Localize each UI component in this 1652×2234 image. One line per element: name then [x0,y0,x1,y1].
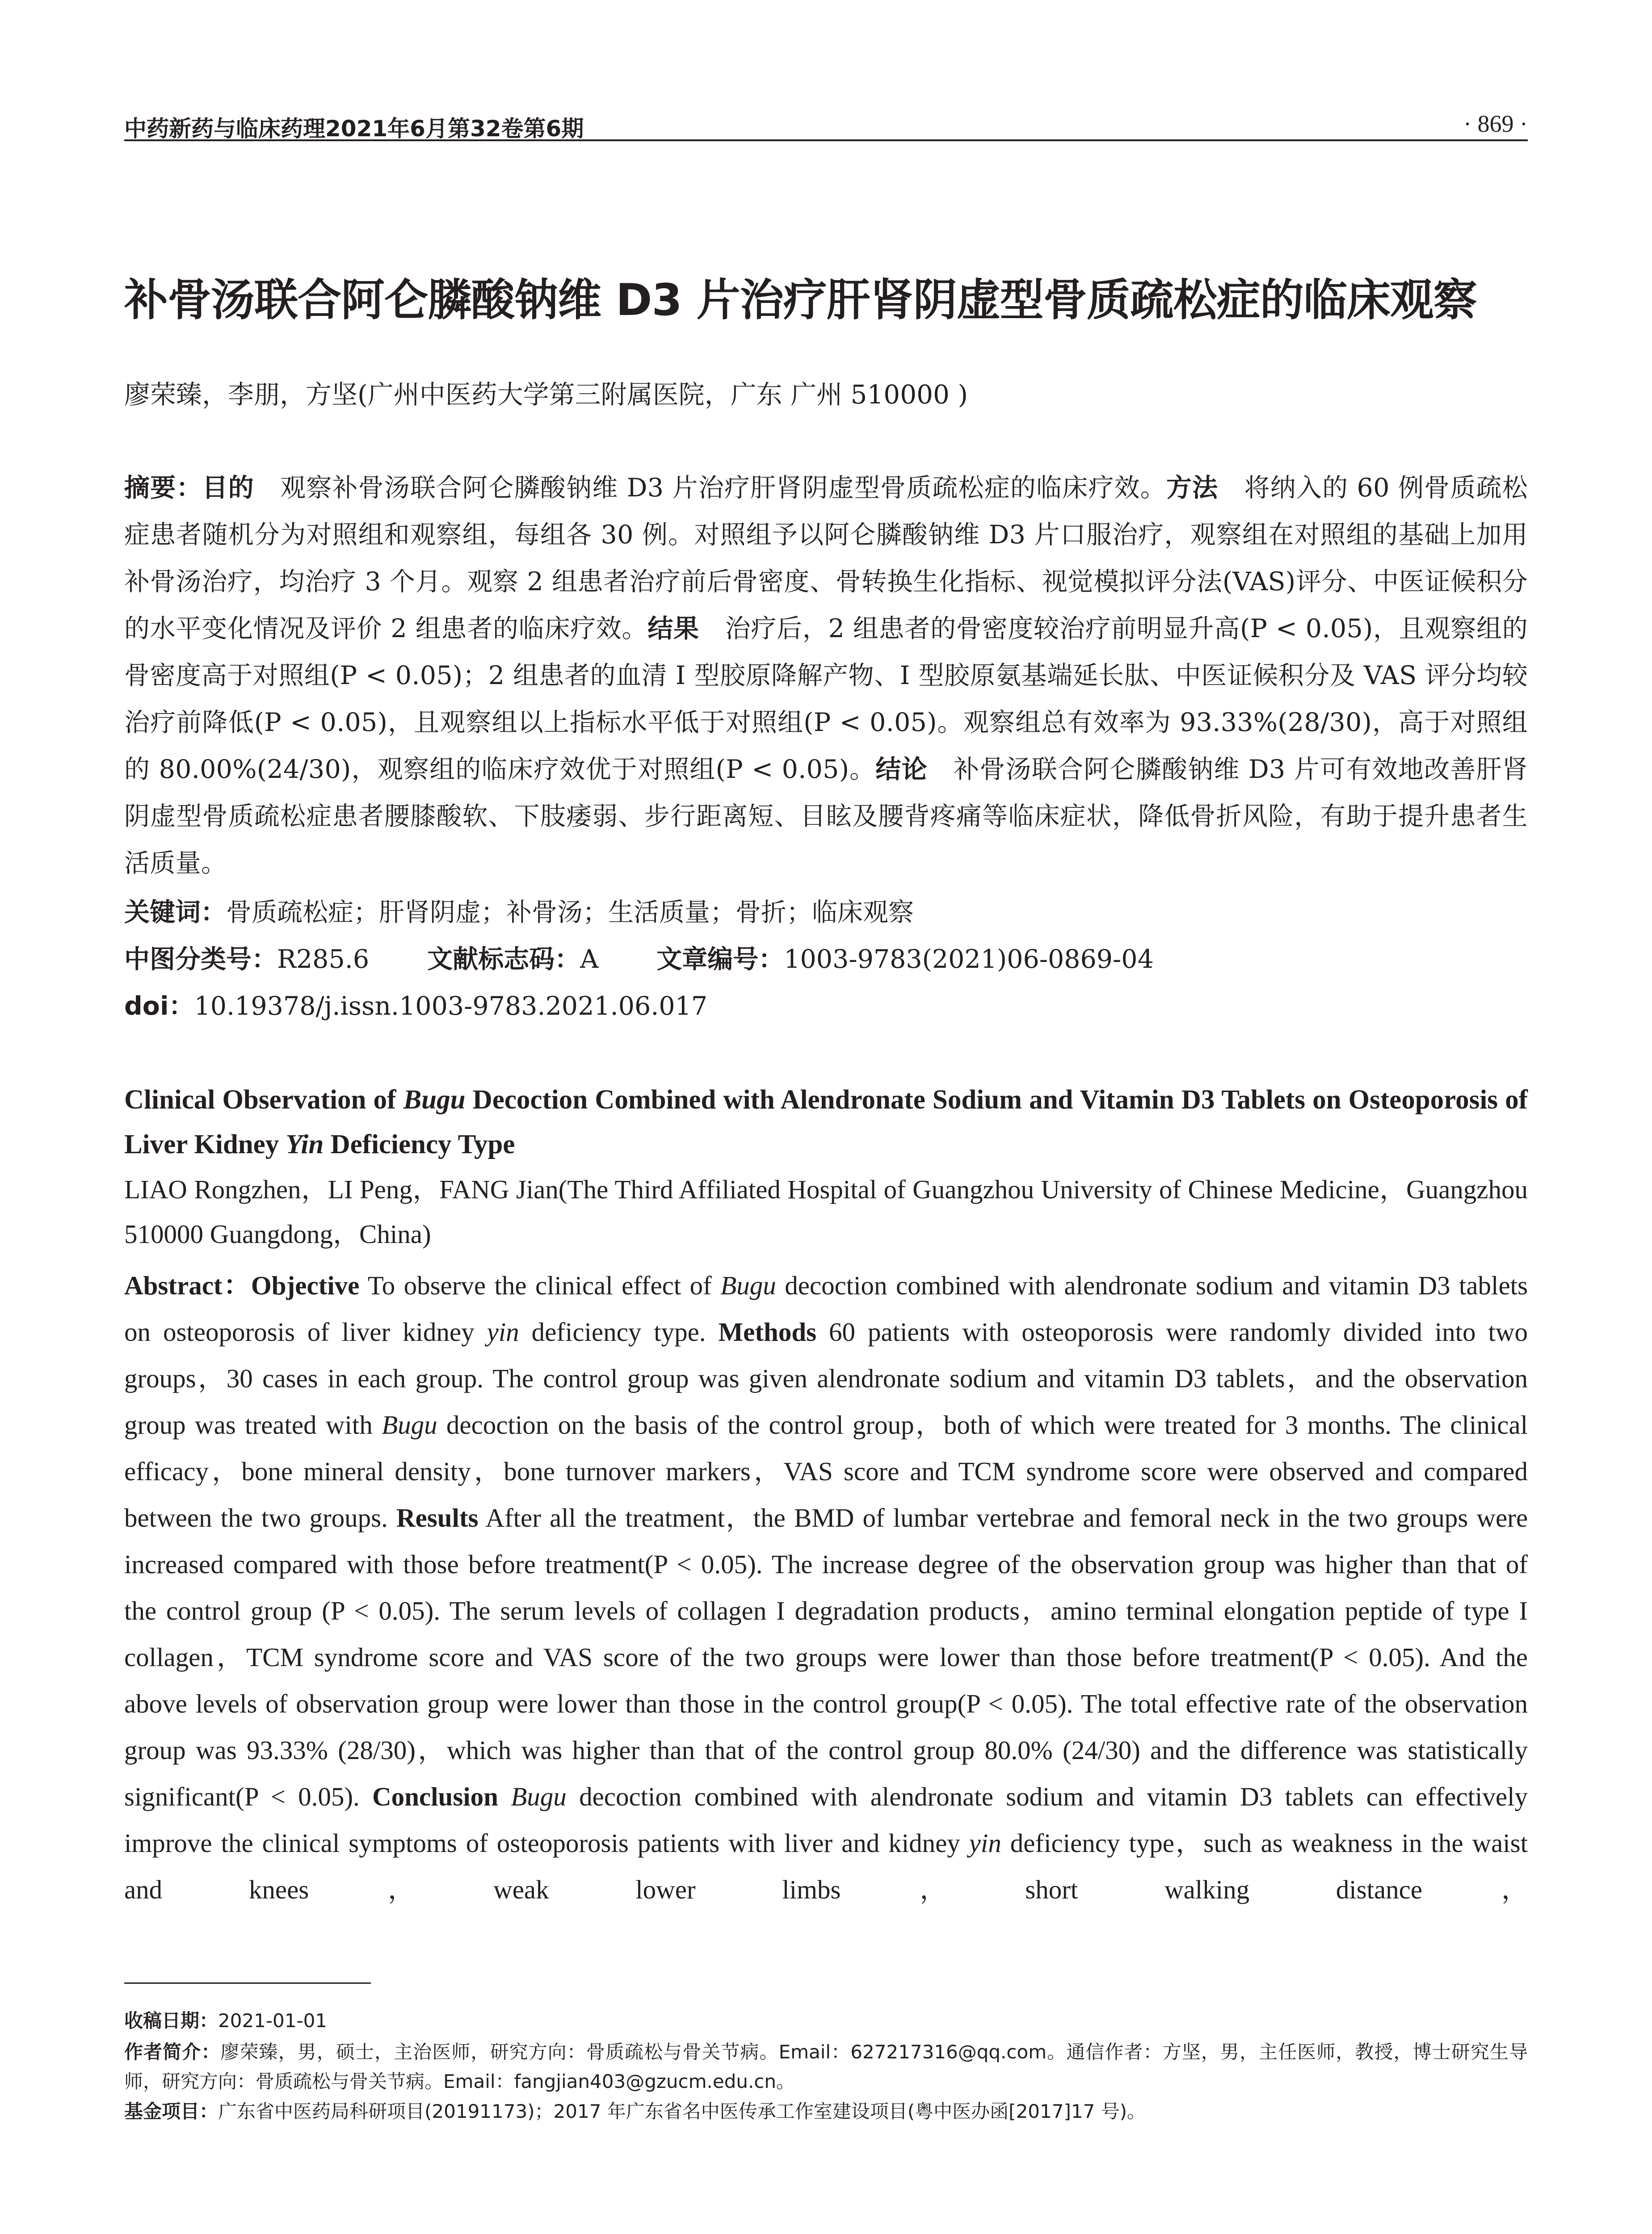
footnote-funding [124,2097,1528,2126]
en-title-part: Clinical Observation of [124,1085,404,1115]
en-title-part: Decoction Combined with Alendronate Sodium and Vitamin D3 Tablets on Osteoporosis of Liver Kidney [124,1085,1528,1159]
objective-text: 观察补骨汤联合阿仑膦酸钠维 D3 片治疗肝肾阴虚型骨质疏松症的临床疗效。 [280,473,1166,503]
doi-line [124,983,1528,1030]
funding-value: 广东省中医药局科研项目(20191173)；2017 年广东省名中医传承工作室建设项目(粤中医办函[2017]17 号)。 [218,2100,1146,2122]
en-text-italic: yin [969,1828,1001,1858]
page-number: · 869 · [1463,110,1528,137]
article-number-label: 文章编号： [656,945,784,974]
en-text: deficiency type. [519,1317,719,1347]
methods-text: 将纳入的 60 例骨质疏松症患者随机分为对照组和观察组，每组各 30 例。对照组予以阿仑膦酸钠维 D3 片口服治疗，观察组在对照组的基础上加用补骨汤治疗，均治疗 3 个月。观察 2 组患者治疗前后骨密度、骨转换生化指标、视觉模拟评分法(VAS)评分、中医证候积分的水平变化情况及评价 2 组患者的临床疗效。 [124,473,1528,643]
en-text-italic: Bugu [720,1271,776,1300]
doi-label: doi： [124,991,194,1021]
en-text: After all the treatment，the BMD of lumbar vertebrae and femoral neck in the two groups were increased compared with those before treatment(P < 0.05). The increase degree of the observation group was higher than that of the control group (P < 0.05). The serum levels of collagen I degradation products，amino terminal elongation peptide of type I collagen，TCM syndrome score and VAS score of the two groups were lower than those before treatment(P < 0.05). And the above levels of observation group were lower than those in the control group(P < 0.05). The total effective rate of the observation group was 93.33% (28/30)，which was higher than that of the control group 80.0% (24/30) and the difference was statistically significant(P < 0.05). [124,1503,1528,1811]
en-text: deficiency type，such as weakness in the waist and knees，weak lower limbs，short walking distance， [124,1828,1528,1904]
abstract-label: 摘要： [124,473,202,503]
article-number-value: 1003-9783(2021)06-0869-04 [784,945,1154,974]
received-label: 收稿日期： [124,2010,219,2032]
results-label: 结果 [647,614,699,643]
en-text [498,1782,511,1811]
en-title-part: Deficiency Type [324,1130,515,1159]
en-conclusion-label: Conclusion [372,1782,498,1811]
keywords-value: 骨质疏松症；肝肾阴虚；补骨汤；生活质量；骨折；临床观察 [226,898,914,927]
en-title-bugu: Bugu [403,1085,466,1115]
methods-label: 方法 [1166,473,1219,503]
en-objective-label: Objective [251,1271,360,1300]
received-value: 2021-01-01 [218,2010,328,2032]
english-abstract [124,1262,1528,1913]
footnote-divider [124,1982,371,1984]
keywords [124,889,1528,936]
english-title [124,1078,1528,1167]
chinese-abstract [124,465,1528,887]
en-abstract-label: Abstract： [124,1271,251,1300]
en-text-italic: Bugu [382,1410,437,1440]
en-text: 60 patients with osteoporosis were randomly divided into two groups，30 cases in each group. The control group was given alendronate sodium and vitamin D3 tablets，and the observation group was treated with [124,1317,1528,1440]
conclusion-label: 结论 [875,755,928,784]
english-authors: LIAO Rongzhen，LI Peng，FANG Jian(The Third Affiliated Hospital of Guangzhou University of Chinese Medicine，Guangzhou 510000 Guangdong，China) [124,1175,1528,1249]
funding-label: 基金项目： [124,2100,219,2122]
doc-code-value: A [580,945,599,974]
en-text: decoction on the basis of the control group，both of which were treated for 3 months. The clinical efficacy，bone mineral density，bone turnover markers，VAS score and TCM syndrome score were observed and compared between the two groups. [124,1410,1528,1533]
footnote-received [124,2006,1528,2036]
conclusion-text: 补骨汤联合阿仑膦酸钠维 D3 片可有效地改善肝肾阴虚型骨质疏松症患者腰膝酸软、下肢痿弱、步行距离短、目眩及腰背疼痛等临床症状，降低骨折风险，有助于提升患者生活质量。 [124,755,1528,878]
en-text: decoction combined with alendronate sodium and vitamin D3 tablets can effectively improve the clinical symptoms of osteoporosis patients with liver and kidney [124,1782,1528,1858]
author-info-value: 廖荣臻，男，硕士，主治医师，研究方向：骨质疏松与骨关节病。Email：627217316@qq.com。通信作者：方坚，男，主任医师，教授，博士研究生导师，研究方向：骨质疏松与骨关节病。Email：fangjian403@gzucm.edu.cn。 [124,2041,1528,2092]
keywords-label: 关键词： [124,898,226,927]
doc-code-label: 文献标志码： [427,945,580,974]
results-text: 治疗后，2 组患者的骨密度较治疗前明显升高(P < 0.05)，且观察组的骨密度高于对照组(P < 0.05)；2 组患者的血清 Ⅰ 型胶原降解产物、Ⅰ 型胶原氨基端延长肽、中医证候积分及 VAS 评分均较治疗前降低(P < 0.05)，且观察组以上指标水平低于对照组(P < 0.05)。观察组总有效率为 93.33%(28/30)，高于对照组的 80.00%(24/30)，观察组的临床疗效优于对照组(P < 0.05)。 [124,614,1528,784]
author-info-label: 作者简介： [124,2041,221,2063]
en-title-yin: Yin [286,1130,324,1159]
clc-label: 中图分类号： [124,945,277,974]
doi-value: 10.19378/j.issn.1003-9783.2021.06.017 [194,991,708,1021]
en-text-italic: Bugu [511,1782,567,1811]
en-text-italic: yin [487,1317,519,1347]
en-text: To observe the clinical effect of [359,1271,721,1300]
footnote-author-info [124,2037,1528,2096]
author-line: 廖荣臻，李朋，方坚(广州中医药大学第三附属医院，广东 广州 510000 ) [124,379,968,410]
classification-line [124,936,1528,983]
running-header [124,102,1528,141]
en-text: decoction combined with alendronate sodium and vitamin D3 tablets on osteoporosis of liver kidney [124,1271,1528,1347]
article-title: 补骨汤联合阿仑膦酸钠维 D3 片治疗肝肾阴虚型骨质疏松症的临床观察 [124,275,1477,326]
objective-label: 目的 [202,473,254,503]
journal-name: 中药新药与临床药理2021年6月第32卷第6期 [124,116,584,142]
clc-value: R285.6 [277,945,370,974]
en-methods-label: Methods [718,1317,817,1347]
en-results-label: Results [396,1503,479,1533]
